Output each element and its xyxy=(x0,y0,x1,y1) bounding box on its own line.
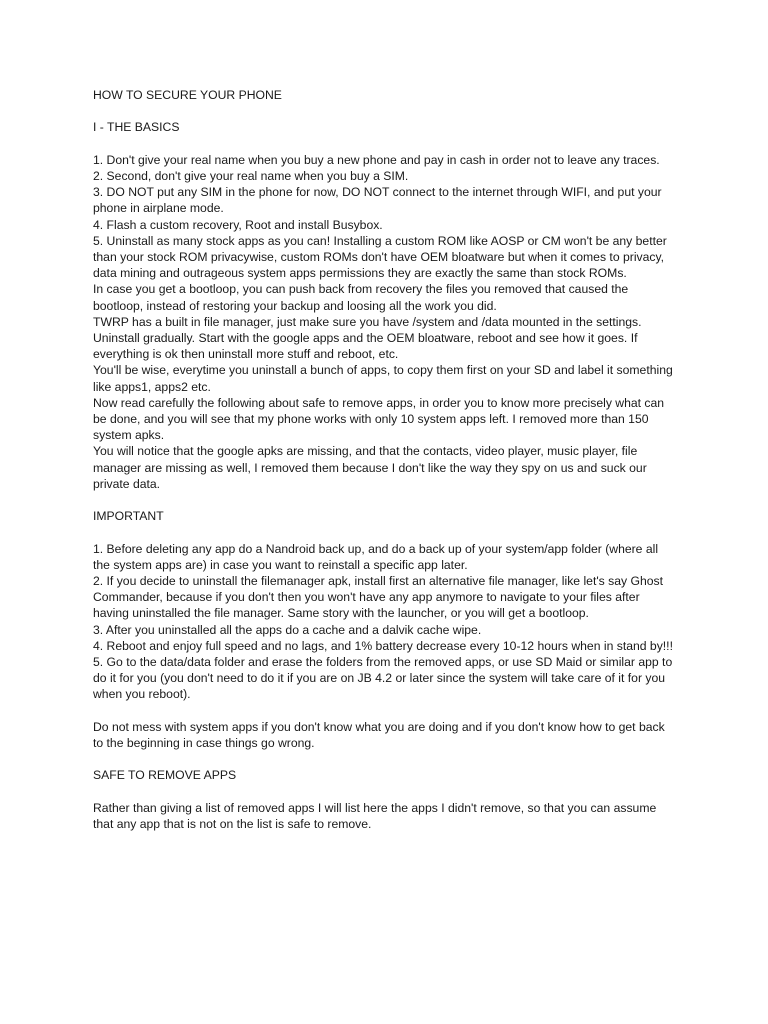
important-item-5: 5. Go to the data/data folder and erase the folders from the removed apps, or use SD Maid or similar app to do it for you (you don't need to do it if you are on JB 4.2 or later since the system will take care of it for you when you reboot). xyxy=(93,655,673,702)
basics-bootloop-note: In case you get a bootloop, you can push back from recovery the files you removed that caused the bootloop, instead of restoring your backup and loosing all the work you did. xyxy=(93,282,629,313)
document-title: HOW TO SECURE YOUR PHONE xyxy=(93,88,282,102)
spacer xyxy=(93,136,673,152)
safe-to-remove-intro: Rather than giving a list of removed apps I will list here the apps I didn't remove, so that you can assume that any app that is not on the list is safe to remove. xyxy=(93,800,657,832)
section-heading-basics: I - THE BASICS xyxy=(93,120,180,135)
spacer xyxy=(93,703,673,719)
important-item-2: 2. If you decide to uninstall the filemanager apk, install first an alternative file manager, like let's say Ghost Commander, because if you don't then you won't have any app anymore to navigate to your files after having uninstalled the file manager. Same story with the launcher, or you will get a bootloop. xyxy=(93,574,664,621)
important-item-4: 4. Reboot and enjoy full speed and no lags, and 1% battery decrease every 10-12 hours when in stand by!!! xyxy=(93,638,673,653)
basics-read-carefully: Now read carefully the following about safe to remove apps, in order you to know more precisely what can be done, and you will see that my phone works with only 10 system apps left. I removed more than 150 system apks. xyxy=(93,395,665,443)
important-item-3: 3. After you uninstalled all the apps do a cache and a dalvik cache wipe. xyxy=(93,622,482,637)
basics-twrp-note: TWRP has a built in file manager, just make sure you have /system and /data mounted in the settings. xyxy=(93,314,642,329)
basics-item-3: 3. DO NOT put any SIM in the phone for now, DO NOT connect to the internet through WIFI, and put your phone in airplane mode. xyxy=(93,185,662,216)
basics-item-2: 2. Second, don't give your real name when you buy a SIM. xyxy=(93,168,409,183)
section-heading-important: IMPORTANT xyxy=(93,509,164,524)
basics-item-5: 5. Uninstall as many stock apps as you can! Installing a custom ROM like AOSP or CM won't be any better than your stock ROM privacywise, custom ROMs don't have OEM bloatware but when it comes to privacy, data mining and outrageous system apps permissions they are exactly the same than stock ROMs. xyxy=(93,233,667,281)
basics-item-1: 1. Don't give your real name when you buy a new phone and pay in cash in order not to leave any traces. xyxy=(93,152,660,167)
basics-item-4: 4. Flash a custom recovery, Root and install Busybox. xyxy=(93,217,383,232)
spacer xyxy=(93,784,673,800)
section-heading-safe-to-remove: SAFE TO REMOVE APPS xyxy=(93,768,237,783)
spacer xyxy=(93,492,673,508)
basics-copy-apps: You'll be wise, everytime you uninstall a bunch of apps, to copy them first on your SD and label it something like apps1, apps2 etc. xyxy=(93,363,673,394)
important-warning: Do not mess with system apps if you don't know what you are doing and if you don't know how to get back to the beginning in case things go wrong. xyxy=(93,719,665,751)
spacer xyxy=(93,524,673,540)
important-item-1: 1. Before deleting any app do a Nandroid back up, and do a back up of your system/app folder (where all the system apps are) in case you want to reinstall a specific app later. xyxy=(93,541,659,572)
basics-uninstall-gradually: Uninstall gradually. Start with the google apps and the OEM bloatware, reboot and see how it goes. If everything is ok then uninstall more stuff and reboot, etc. xyxy=(93,331,638,362)
basics-google-apks-note: You will notice that the google apks are missing, and that the contacts, video player, music player, file manager are missing as well, I removed them because I don't like the way they spy on us and suck our private data. xyxy=(93,444,647,491)
spacer xyxy=(93,751,673,767)
spacer xyxy=(93,103,673,119)
document-body xyxy=(93,87,673,832)
